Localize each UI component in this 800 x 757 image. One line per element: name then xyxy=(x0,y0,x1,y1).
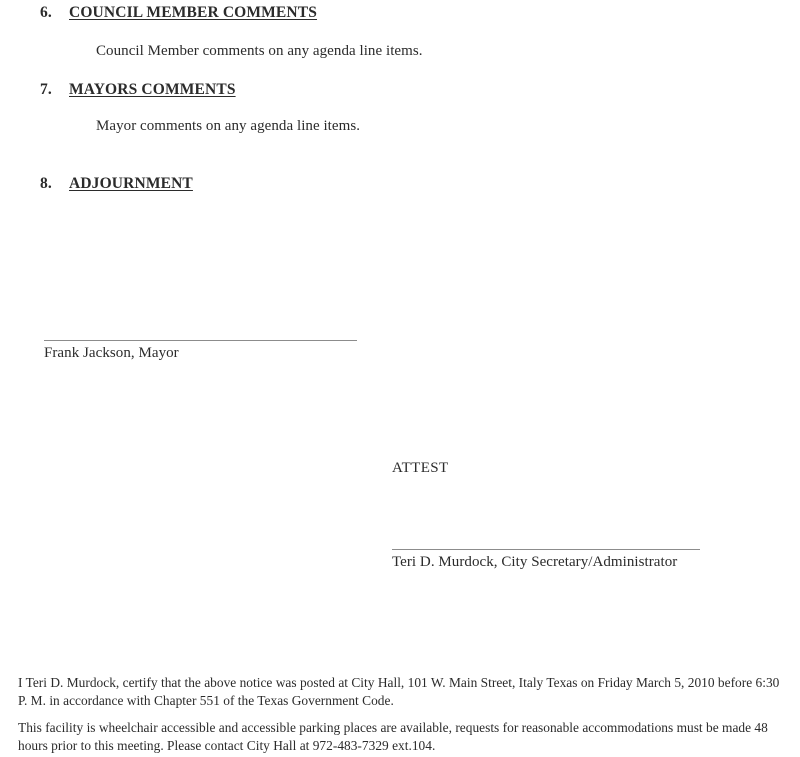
agenda-item-title: COUNCIL MEMBER COMMENTS xyxy=(69,4,318,21)
agenda-item-number: 8. xyxy=(40,175,52,192)
agenda-item-mayors-comments xyxy=(40,81,236,99)
agenda-item-number: 7. xyxy=(40,81,52,98)
agenda-item-body-mayors-comments: Mayor comments on any agenda line items. xyxy=(96,118,361,134)
footer-certification-text: I Teri D. Murdock, certify that the above notice was posted at City Hall, 101 W. Main Street, Italy Texas on Friday March 5, 2010 before 6:30 P. M. in accordance with Chapter 551 of the Texas Government Code. xyxy=(18,675,780,708)
agenda-item-number: 6. xyxy=(40,4,52,21)
agenda-item-adjournment xyxy=(40,175,193,193)
attest-label: ATTEST xyxy=(392,460,449,476)
signature-name-secretary: Teri D. Murdock, City Secretary/Administrator xyxy=(392,554,678,570)
signature-name-mayor: Frank Jackson, Mayor xyxy=(44,345,179,361)
agenda-item-title: ADJOURNMENT xyxy=(69,175,193,192)
footer-accessibility-text: This facility is wheelchair accessible and accessible parking places are available, requests for reasonable accommodations must be made 48 hours prior to this meeting. Please contact City Hall at 972-483-7329 ext.104. xyxy=(18,720,768,753)
agenda-item-body-council-member-comments: Council Member comments on any agenda line items. xyxy=(96,43,423,59)
signature-line-secretary xyxy=(392,549,700,550)
agenda-item-council-member-comments xyxy=(40,4,317,22)
agenda-item-title: MAYORS COMMENTS xyxy=(69,81,236,98)
signature-line-mayor xyxy=(44,340,357,341)
